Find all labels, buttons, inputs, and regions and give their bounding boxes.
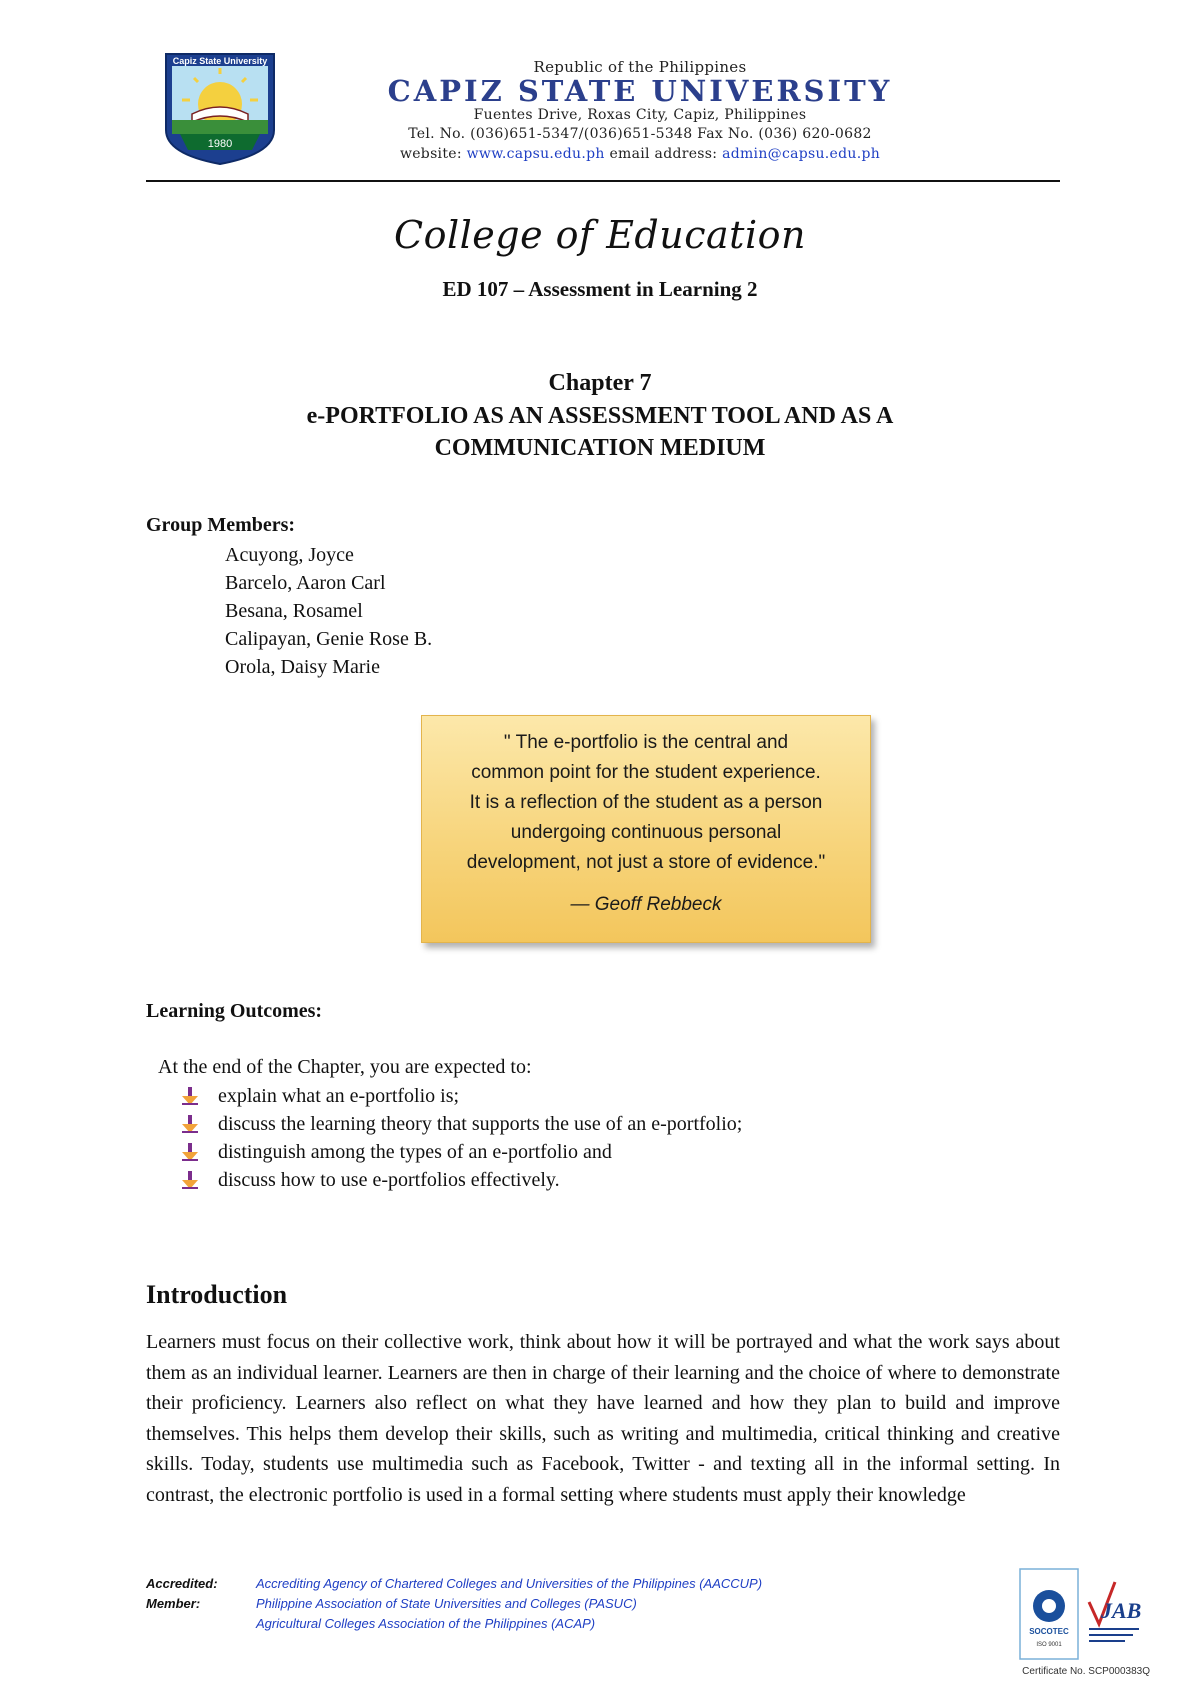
iso-logo-text: ISO 9001	[1036, 1642, 1062, 1648]
jab-logo-text: JAB	[1101, 1598, 1142, 1623]
outcome-item	[180, 1166, 742, 1194]
quote-line: undergoing continuous personal	[510, 822, 782, 843]
arrow-bullet-icon	[180, 1170, 200, 1190]
outcome-text: distinguish among the types of an e-portfolio and	[218, 1141, 612, 1163]
header-divider	[146, 180, 1060, 182]
course-title: ED 107 – Assessment in Learning 2	[442, 277, 758, 301]
footer-row-accredited	[146, 1574, 762, 1594]
footer-row-member	[146, 1594, 762, 1614]
learning-outcomes-heading: Learning Outcomes:	[146, 1000, 323, 1022]
learning-outcomes-intro: At the end of the Chapter, you are expected to:	[158, 1056, 532, 1078]
arrow-bullet-icon	[180, 1086, 200, 1106]
socotec-logo-text: SOCOTEC	[1029, 1627, 1069, 1636]
member-label: Member:	[146, 1596, 201, 1611]
university-name: CAPIZ STATE UNIVERSITY	[387, 74, 893, 108]
accredited-label: Accredited:	[146, 1576, 218, 1591]
republic-line: Republic of the Philippines	[533, 58, 747, 76]
quote-text	[422, 728, 870, 878]
introduction-heading: Introduction	[146, 1280, 288, 1309]
quote-line: development, not just a store of evidence."	[466, 852, 826, 873]
footer-row-member-2	[146, 1614, 762, 1634]
chapter-number: Chapter 7	[548, 370, 652, 396]
certificate-number: Certificate No. SCP000383Q	[1022, 1666, 1150, 1677]
learning-outcomes-list	[180, 1082, 742, 1194]
website-label: website:	[399, 146, 462, 162]
accredited-value: Accrediting Agency of Chartered Colleges and Universities of the Philippines (AACCUP)	[256, 1576, 763, 1591]
certification-logos	[1019, 1568, 1145, 1660]
arrow-bullet-icon	[180, 1114, 200, 1134]
outcome-item	[180, 1082, 742, 1110]
outcome-item	[180, 1138, 742, 1166]
group-members-list	[225, 541, 432, 681]
member-value-2: Agricultural Colleges Association of the Philippines (ACAP)	[256, 1616, 596, 1631]
member-item: Besana, Rosamel	[225, 600, 363, 622]
email-label: email address:	[609, 146, 718, 162]
member-value-1: Philippine Association of State Universities and Colleges (PASUC)	[256, 1596, 637, 1611]
web-email-line	[300, 146, 980, 162]
quote-line: " The e-portfolio is the central and	[503, 732, 789, 753]
college-title: College of Education	[394, 213, 806, 257]
quote-line: common point for the student experience.	[471, 762, 821, 783]
outcome-item	[180, 1110, 742, 1138]
introduction-body: Learners must focus on their collective work, think about how it will be portrayed and what the work says about them as an individual learner. Learners are then in charge of their learning and the choice of where to demonstrate their proficiency. Learners also reflect on what they have learned and how they plan to build and improve themselves. This helps them develop their skills, such as writing and multimedia, critical thinking and creative skills. Today, students use multimedia such as Facebook, Twitter - and texting all in the informal setting. In contrast, the electronic portfolio is used in a formal setting where students must apply their knowledge	[146, 1331, 1060, 1506]
svg-text:Capiz State University: Capiz State University	[172, 56, 268, 66]
chapter-title-line-1: e-PORTFOLIO AS AN ASSESSMENT TOOL AND AS A	[306, 403, 894, 429]
group-members-heading: Group Members:	[146, 514, 296, 536]
outcome-text: explain what an e-portfolio is;	[218, 1085, 460, 1107]
member-item: Acuyong, Joyce	[225, 544, 354, 566]
member-item: Calipayan, Genie Rose B.	[225, 628, 433, 650]
arrow-bullet-icon	[180, 1142, 200, 1162]
outcome-text: discuss how to use e-portfolios effectively.	[218, 1169, 560, 1191]
outcome-text: discuss the learning theory that supports the use of an e-portfolio;	[218, 1113, 743, 1135]
university-logo	[162, 50, 278, 166]
university-phone: Tel. No. (036)651-5347/(036)651-5348 Fax No. (036) 620-0682	[408, 126, 872, 142]
svg-text:1980: 1980	[207, 138, 233, 150]
footer-accreditation	[146, 1574, 762, 1634]
member-item: Orola, Daisy Marie	[225, 656, 380, 678]
quote-author: — Geoff Rebbeck	[570, 894, 722, 915]
member-item: Barcelo, Aaron Carl	[225, 572, 386, 594]
website-link[interactable]: www.capsu.edu.ph	[466, 146, 605, 162]
chapter-title-line-2: COMMUNICATION MEDIUM	[434, 435, 766, 461]
university-address: Fuentes Drive, Roxas City, Capiz, Philippines	[473, 107, 807, 123]
quote-box	[421, 715, 871, 943]
quote-line: It is a reflection of the student as a person	[469, 792, 823, 813]
email-link[interactable]: admin@capsu.edu.ph	[722, 146, 881, 162]
